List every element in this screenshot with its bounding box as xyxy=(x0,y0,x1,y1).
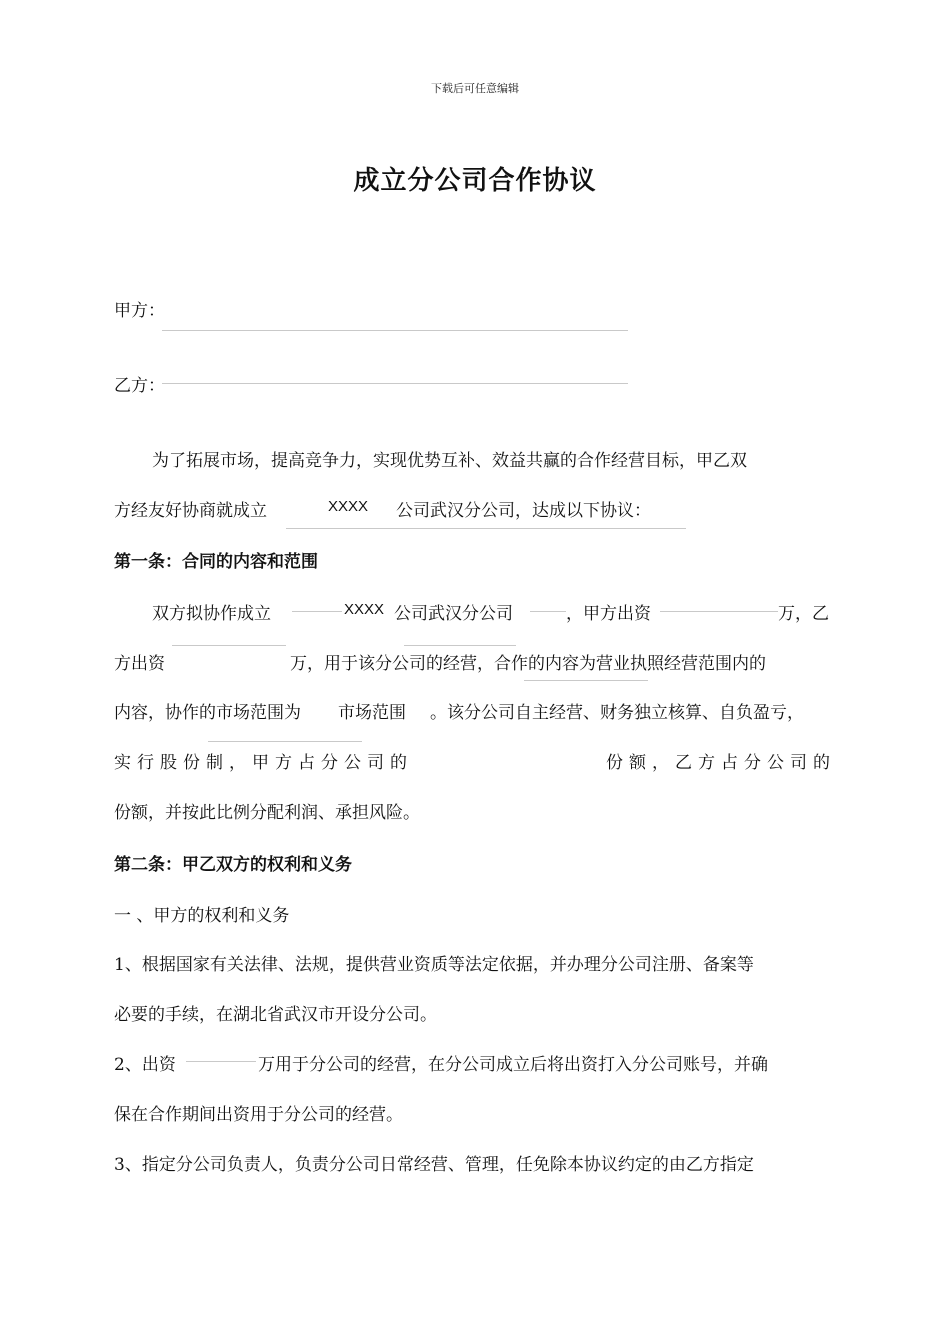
article-2-item-1-line-2: 必要的手续，在湖北省武汉市开设分公司。 xyxy=(114,1005,437,1025)
article-1-p2-a: 方出资 xyxy=(114,654,165,674)
article-1-p1-b: ，甲方出资 xyxy=(566,604,651,624)
item-2-amount-blank xyxy=(186,1061,256,1062)
blank-line xyxy=(530,611,566,612)
article-1-p3-b: 。该分公司自主经营、财务独立核算、自负盈亏， xyxy=(430,703,804,723)
article-2-item-1-line-1: 1、根据国家有关法律、法规，提供营业资质等法定依据，并办理分公司注册、备案等 xyxy=(114,955,754,975)
intro-company-placeholder: XXXX xyxy=(328,498,369,515)
party-b-amount-blank xyxy=(172,645,286,646)
party-a-blank-line xyxy=(162,330,628,331)
article-1-p1-mid: 公司武汉分公司 xyxy=(394,604,513,624)
blank-line xyxy=(208,741,362,742)
article-1-p1-c: 万，乙 xyxy=(778,604,829,624)
document-title: 成立分公司合作协议 xyxy=(353,166,597,196)
article-1-market-scope: 市场范围 xyxy=(338,703,406,723)
article-2-item-2-line-2: 保在合作期间出资用于分公司的经营。 xyxy=(114,1105,403,1125)
article-1-p1-pre: 双方拟协作成立 xyxy=(152,604,271,624)
article-2-subheading-party-a: 一 、甲方的权利和义务 xyxy=(114,906,290,926)
article-1-p2-b: 万，用于该分公司的经营，合作的内容为营业执照经营范围内的 xyxy=(290,654,766,674)
blank-line xyxy=(292,611,342,612)
intro-line-2-post: 公司武汉分公司，达成以下协议： xyxy=(396,501,651,521)
article-1-heading: 第一条：合同的内容和范围 xyxy=(114,552,318,572)
article-1-p4-b: 份额，乙方占分公司的 xyxy=(606,753,836,773)
article-1-p5: 份额，并按此比例分配利润、承担风险。 xyxy=(114,803,420,823)
intro-underline xyxy=(286,528,686,529)
article-1-p4-a: 实行股份制，甲方占分公司的 xyxy=(114,753,413,773)
party-a-amount-blank xyxy=(660,611,778,612)
article-2-item-2-pre: 2、出资 xyxy=(114,1055,176,1075)
article-2-item-3-line-1: 3、指定分公司负责人，负责分公司日常经营、管理，任免除本协议约定的由乙方指定 xyxy=(114,1155,754,1175)
intro-line-2-pre: 方经友好协商就成立 xyxy=(114,501,267,521)
party-b-label: 乙方： xyxy=(114,376,165,396)
header-note: 下载后可任意编辑 xyxy=(431,82,519,95)
intro-line-1: 为了拓展市场，提高竞争力，实现优势互补、效益共赢的合作经营目标，甲乙双 xyxy=(152,451,747,471)
blank-line xyxy=(404,645,516,646)
article-1-company-placeholder: XXXX xyxy=(344,601,385,618)
article-1-p3-a: 内容，协作的市场范围为 xyxy=(114,703,301,723)
article-2-heading: 第二条：甲乙双方的权利和义务 xyxy=(114,855,352,875)
party-a-label: 甲方： xyxy=(114,301,165,321)
party-b-blank-line xyxy=(162,383,628,384)
blank-line xyxy=(524,680,648,681)
article-2-item-2-post: 万用于分公司的经营，在分公司成立后将出资打入分公司账号，并确 xyxy=(258,1055,768,1075)
